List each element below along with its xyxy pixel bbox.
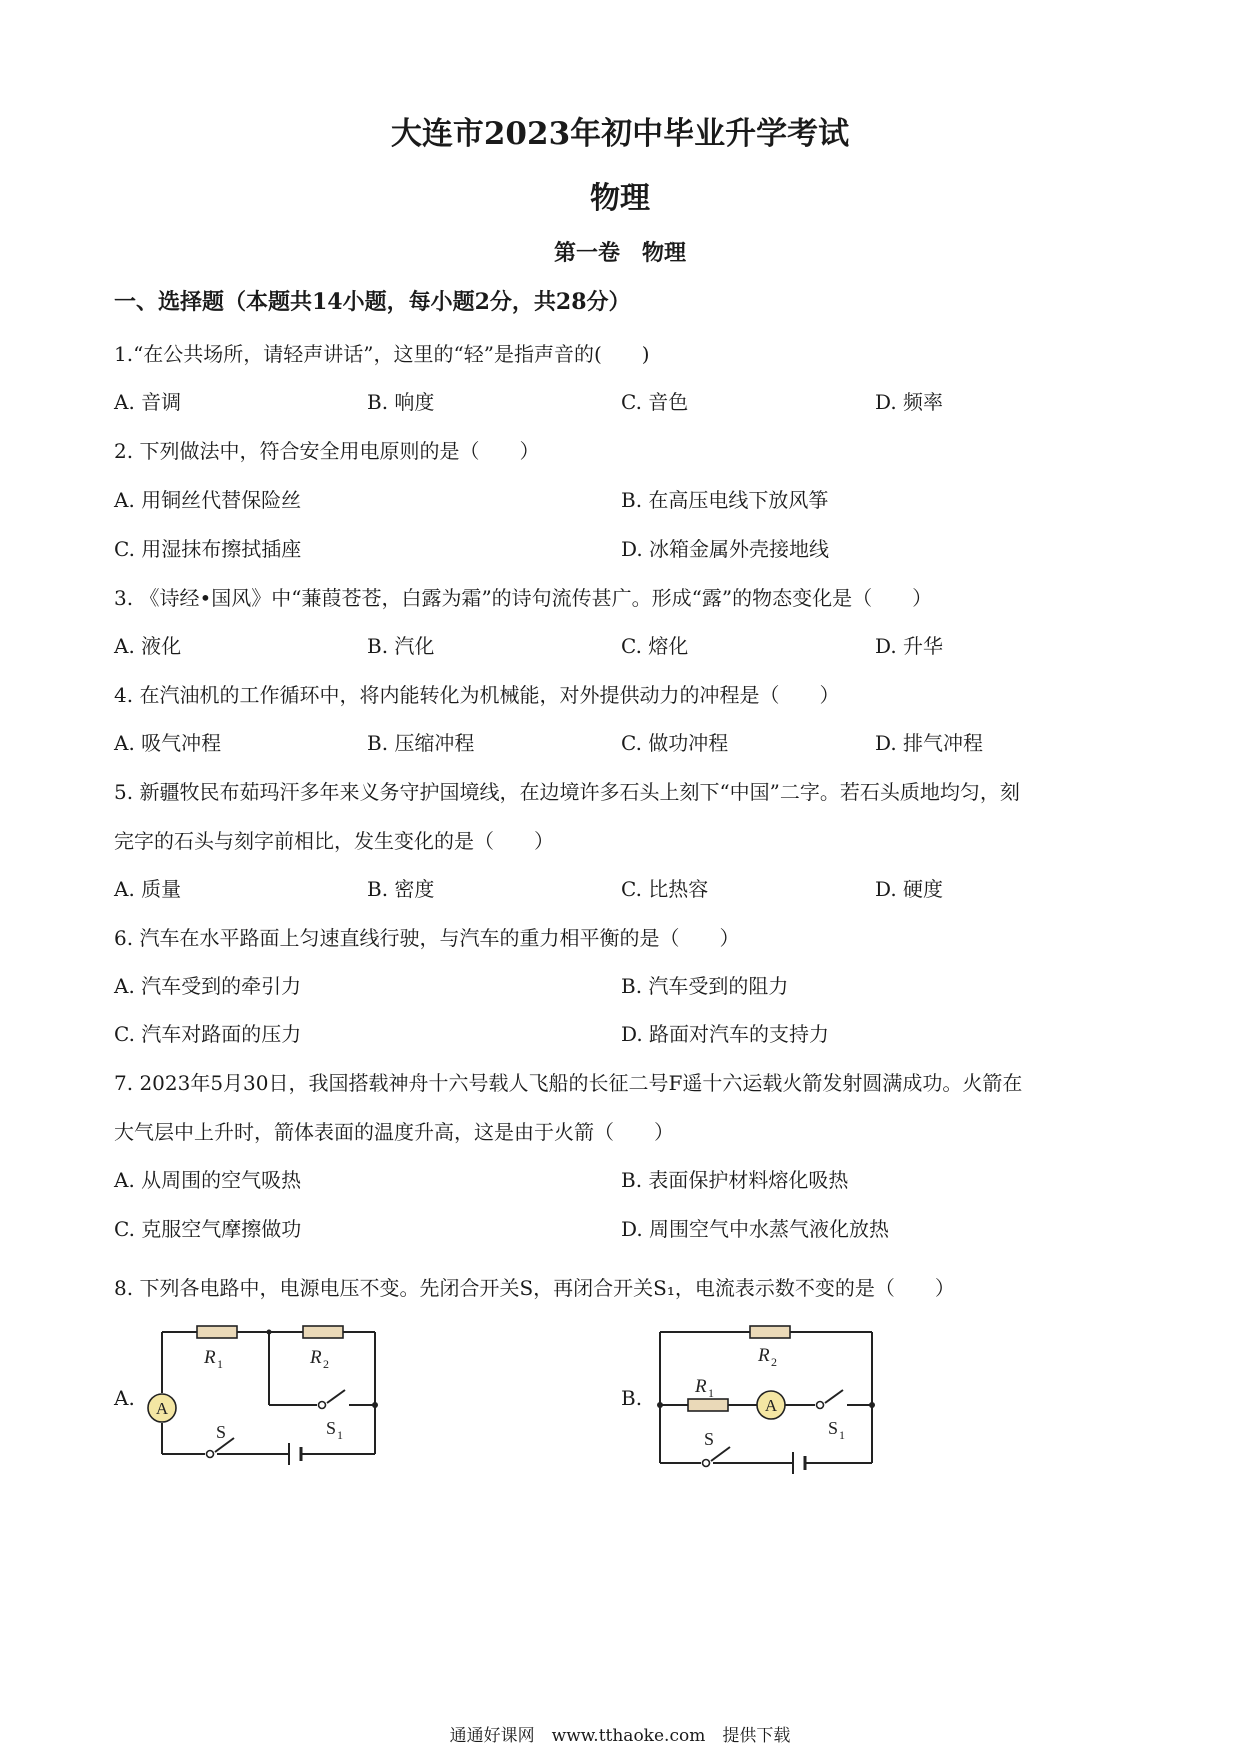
q4-option-c: C. 做功冲程 bbox=[621, 731, 729, 755]
label-r2: R bbox=[310, 1347, 322, 1368]
q8-option-b: B. bbox=[621, 1386, 643, 1410]
q4-option-a: A. 吸气冲程 bbox=[114, 731, 222, 755]
label-switch-s1-sub: 1 bbox=[839, 1428, 845, 1442]
q7-option-d: D. 周围空气中水蒸气液化放热 bbox=[621, 1217, 890, 1241]
battery-symbol bbox=[289, 1443, 301, 1465]
label-r2: R bbox=[758, 1345, 770, 1366]
ammeter-label: A bbox=[764, 1396, 778, 1415]
circuit-diagram-a bbox=[140, 1310, 400, 1470]
label-r2-sub: 2 bbox=[771, 1355, 777, 1369]
question-4-stem: 4. 在汽油机的工作循环中，将内能转化为机械能，对外提供动力的冲程是（ ） bbox=[114, 683, 840, 707]
q7-option-a: A. 从周围的空气吸热 bbox=[114, 1168, 302, 1192]
q2-option-d: D. 冰箱金属外壳接地线 bbox=[621, 537, 830, 561]
label-r1-sub: 1 bbox=[217, 1357, 223, 1371]
question-2-stem: 2. 下列做法中，符合安全用电原则的是（ ） bbox=[114, 439, 540, 463]
exam-title: 大连市2023年初中毕业升学考试 bbox=[390, 116, 850, 152]
question-1-stem: 1.“在公共场所，请轻声讲话”，这里的“轻”是指声音的( ) bbox=[114, 342, 650, 366]
label-switch-s1-sub: 1 bbox=[337, 1428, 343, 1442]
question-7-stem-line1: 7. 2023年5月30日，我国搭载神舟十六号载人飞船的长征二号F遥十六运载火箭发射圆满成功。火箭在 bbox=[114, 1071, 1023, 1095]
question-6-stem: 6. 汽车在水平路面上匀速直线行驶，与汽车的重力相平衡的是（ ） bbox=[114, 926, 740, 950]
q8-option-a: A. bbox=[114, 1386, 135, 1410]
q3-option-b: B. 汽化 bbox=[367, 634, 435, 658]
q6-option-d: D. 路面对汽车的支持力 bbox=[621, 1022, 830, 1046]
label-r2-sub: 2 bbox=[323, 1357, 329, 1371]
q1-option-c: C. 音色 bbox=[621, 390, 689, 414]
resistor-r1 bbox=[688, 1399, 728, 1411]
subject-title: 物理 bbox=[590, 181, 650, 216]
q2-option-c: C. 用湿抹布擦拭插座 bbox=[114, 537, 302, 561]
q6-option-a: A. 汽车受到的牵引力 bbox=[114, 974, 302, 998]
q3-option-d: D. 升华 bbox=[875, 634, 944, 658]
question-5-stem-line1: 5. 新疆牧民布茹玛汗多年来义务守护国境线，在边境许多石头上刻下“中国”二字。若石头质地均匀，刻 bbox=[114, 780, 1020, 804]
battery-symbol bbox=[793, 1452, 805, 1474]
circuit-diagram-b bbox=[640, 1310, 890, 1475]
ammeter-label: A bbox=[155, 1399, 169, 1418]
q4-option-d: D. 排气冲程 bbox=[875, 731, 984, 755]
q2-option-b: B. 在高压电线下放风筝 bbox=[621, 488, 829, 512]
label-r1: R bbox=[695, 1376, 707, 1397]
q1-option-b: B. 响度 bbox=[367, 390, 435, 414]
q5-option-d: D. 硬度 bbox=[875, 877, 944, 901]
resistor-r1 bbox=[197, 1326, 237, 1338]
q2-option-a: A. 用铜丝代替保险丝 bbox=[114, 488, 302, 512]
q7-option-b: B. 表面保护材料熔化吸热 bbox=[621, 1168, 849, 1192]
resistor-r2 bbox=[303, 1326, 343, 1338]
question-8-stem: 8. 下列各电路中，电源电压不变。先闭合开关S，再闭合开关S₁，电流表示数不变的是（ ） bbox=[114, 1276, 955, 1300]
label-switch-s1: S bbox=[828, 1418, 839, 1438]
label-r1: R bbox=[204, 1347, 216, 1368]
part-title: 第一卷 物理 bbox=[553, 240, 686, 266]
footer-watermark: 通通好课网 www.tthaoke.com 提供下载 bbox=[449, 1726, 791, 1746]
label-switch-s1: S bbox=[326, 1418, 337, 1438]
section-heading: 一、选择题（本题共14小题，每小题2分，共28分） bbox=[114, 289, 631, 315]
label-switch-s: S bbox=[704, 1429, 715, 1449]
q7-option-c: C. 克服空气摩擦做功 bbox=[114, 1217, 302, 1241]
resistor-r2 bbox=[750, 1326, 790, 1338]
q6-option-c: C. 汽车对路面的压力 bbox=[114, 1022, 302, 1046]
q1-option-a: A. 音调 bbox=[114, 390, 182, 414]
q3-option-a: A. 液化 bbox=[114, 634, 182, 658]
q1-option-d: D. 频率 bbox=[875, 390, 944, 414]
q5-option-c: C. 比热容 bbox=[621, 877, 709, 901]
question-5-stem-line2: 完字的石头与刻字前相比，发生变化的是（ ） bbox=[114, 829, 554, 853]
q5-option-b: B. 密度 bbox=[367, 877, 435, 901]
q4-option-b: B. 压缩冲程 bbox=[367, 731, 475, 755]
label-r1-sub: 1 bbox=[708, 1386, 714, 1400]
question-7-stem-line2: 大气层中上升时，箭体表面的温度升高，这是由于火箭（ ） bbox=[114, 1120, 674, 1144]
question-3-stem: 3. 《诗经•国风》中“蒹葭苍苍，白露为霜”的诗句流传甚广。形成“露”的物态变化是（ ） bbox=[114, 586, 933, 610]
q3-option-c: C. 熔化 bbox=[621, 634, 689, 658]
q5-option-a: A. 质量 bbox=[114, 877, 182, 901]
label-switch-s: S bbox=[216, 1422, 227, 1442]
q6-option-b: B. 汽车受到的阻力 bbox=[621, 974, 789, 998]
